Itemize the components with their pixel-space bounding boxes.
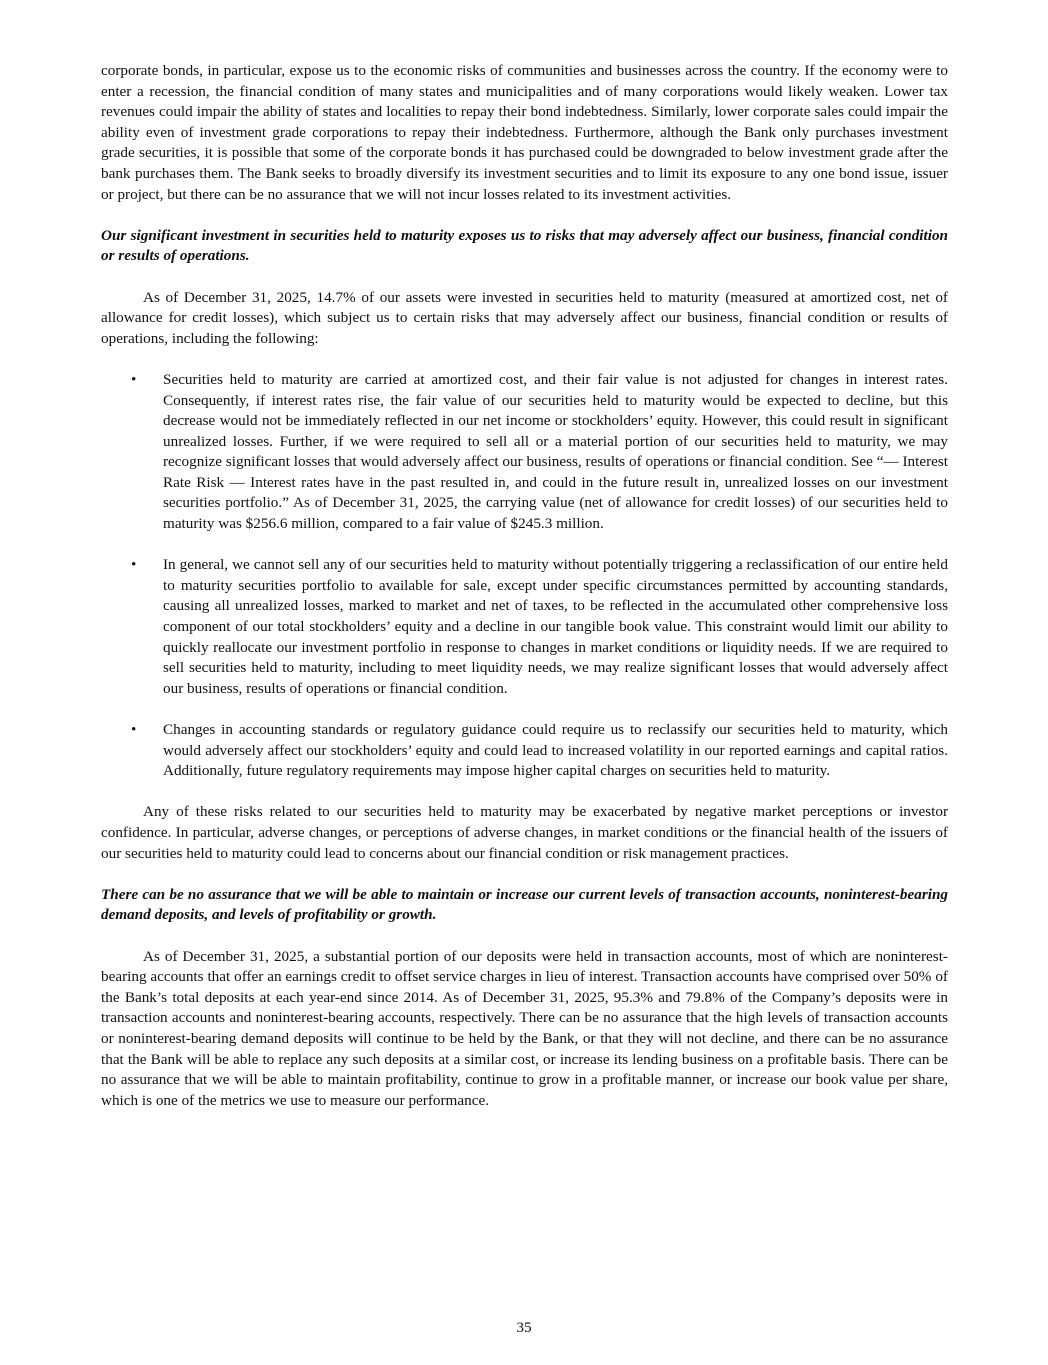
bullet-item [101, 720, 948, 782]
bullet-icon: • [131, 721, 137, 738]
section-heading: There can be no assurance that we will be able to maintain or increase our current levels of transaction accounts, noninterest-bearing demand deposits, and levels of profitability or growth. [101, 885, 948, 924]
continuation-paragraph: corporate bonds, in particular, expose us to the economic risks of communities and businesses across the country. If the economy were to enter a recession, the financial condition of many states and municipalities and of many corporations would likely weaken. Lower tax revenues could impair the ability of states and localities to repay their bond indebtedness. Similarly, lower corporate sales could impair the ability even of investment grade corporations to repay their indebtedness. Furthermore, although the Bank only purchases investment grade securities, it is possible that some of the corporate bonds it has purchased could be downgraded to below investment grade after the bank purchases them. The Bank seeks to broadly diversify its investment securities and to limit its exposure to any one bond issue, issuer or project, but there can be no assurance that we will not incur losses related to its investment activities. [101, 62, 948, 203]
section-heading: Our significant investment in securities held to maturity exposes us to risks that may adversely affect our business, financial condition or results of operations. [101, 226, 948, 265]
section-intro-paragraph: As of December 31, 2025, a substantial portion of our deposits were held in transaction accounts, most of which are noninterest-bearing accounts that offer an earnings credit to offset service charges in lieu of interest. Transaction accounts have comprised over 50% of the Bank’s total deposits at each year-end since 2014. As of December 31, 2025, 95.3% and 79.8% of the Company’s deposits were in transaction accounts and noninterest-bearing accounts, respectively. There can be no assurance that the high levels of transaction accounts or noninterest-bearing demand deposits will continue to be held by the Bank, or that they will not decline, and there can be no assurance that the Bank will be able to replace any such deposits at a similar cost, or increase its lending business on a profitable basis. There can be no assurance that we will be able to maintain profitability, continue to grow in a profitable manner, or increase our book value per share, which is one of the metrics we use to measure our performance. [101, 947, 948, 1109]
page-number: 35 [516, 1319, 532, 1336]
document-page [101, 61, 948, 1132]
section-transaction-accounts [101, 885, 948, 1112]
bullet-item [101, 555, 948, 699]
bullet-icon: • [131, 556, 137, 574]
bullet-icon: • [131, 370, 137, 388]
bullet-item [101, 370, 948, 535]
section-intro-paragraph: As of December 31, 2025, 14.7% of our assets were invested in securities held to maturity (measured at amortized cost, net of allowance for credit losses), which subject us to certain risks that may adversely affect our business, financial condition or results of operations, including the following: [101, 288, 948, 347]
section-closing-paragraph: Any of these risks related to our securities held to maturity may be exacerbated by negative market perceptions or investor confidence. In particular, adverse changes, or perceptions of adverse changes, in market conditions or the financial health of the issuers of our securities held to maturity could lead to concerns about our financial condition or risk management practices. [101, 803, 948, 862]
risk-bullet-list [101, 370, 948, 782]
bullet-text: Securities held to maturity are carried at amortized cost, and their fair value is not adjusted for changes in interest rates. Consequently, if interest rates rise, the fair value of our securities held to maturity would be expected to decline, but this decrease would not be immediately reflected in our net income or stockholders’ equity. However, this could result in significant unrealized losses. Further, if we were required to sell all or a material portion of our securities held to maturity, we may recognize significant losses that would adversely affect our business, results of operations or financial condition. See “— Interest Rate Risk — Interest rates have in the past resulted in, and could in the future result in, unrealized losses on our investment securities portfolio.” As of December 31, 2025, the carrying value (net of allowance for credit losses) of our securities held to maturity was $256.6 million, compared to a fair value of $245.3 million. [163, 370, 948, 533]
bullet-text: In general, we cannot sell any of our securities held to maturity without potentially triggering a reclassification of our entire held to maturity securities portfolio to available for sale, except under specific circumstances permitted by accounting standards, causing all unrealized losses, marked to market and net of taxes, to be reflected in the accumulated other comprehensive loss component of our total stockholders’ equity and a decline in our tangible book value. This constraint would limit our ability to quickly reallocate our investment portfolio in response to changes in market conditions or liquidity needs. If we are required to sell securities held to maturity, including to meet liquidity needs, we may realize significant losses that would adversely affect our business, results of operations or financial condition. [163, 556, 948, 697]
bullet-text: Changes in accounting standards or regulatory guidance could require us to reclassify our securities held to maturity, which would adversely affect our stockholders’ equity and could lead to increased volatility in our reported earnings and capital ratios. Additionally, future regulatory requirements may impose higher capital charges on securities held to maturity. [163, 721, 948, 780]
section-held-to-maturity [101, 226, 948, 864]
